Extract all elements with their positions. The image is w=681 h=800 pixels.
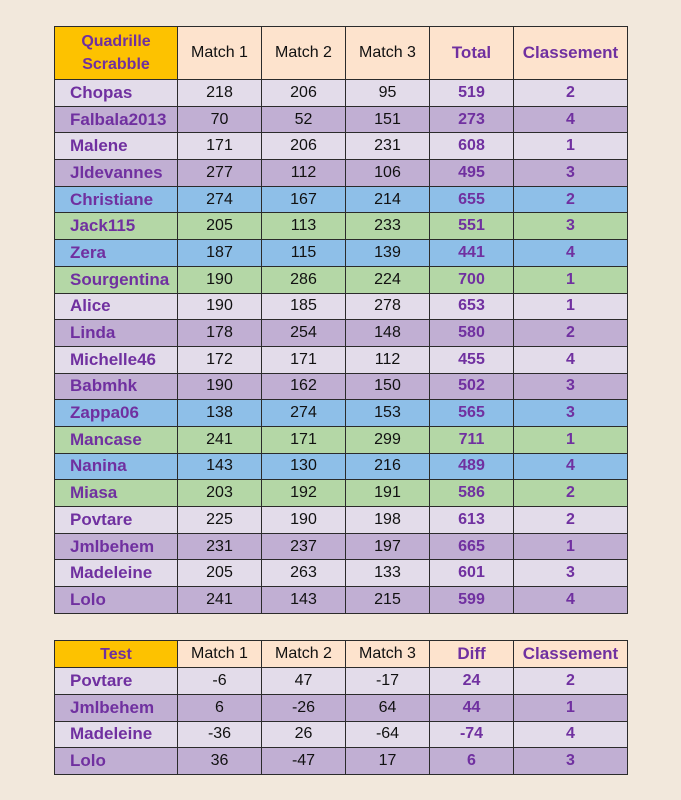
total-cell: 586: [430, 480, 514, 507]
table-row: [55, 748, 628, 775]
match1-cell: 277: [178, 160, 262, 187]
player-name-cell: Zera: [55, 240, 178, 267]
player-name-cell: Zappa06: [55, 400, 178, 427]
table-row: [55, 186, 628, 213]
col-header-classement: Classement: [514, 27, 628, 80]
rank-cell: 2: [514, 668, 628, 695]
match2-cell: 171: [262, 346, 346, 373]
match2-cell: 26: [262, 721, 346, 748]
match3-cell: 151: [346, 106, 430, 133]
match1-cell: 225: [178, 507, 262, 534]
match1-cell: 70: [178, 106, 262, 133]
match2-cell: 185: [262, 293, 346, 320]
header-row: [55, 27, 628, 80]
match1-cell: 205: [178, 213, 262, 240]
match2-cell: 115: [262, 240, 346, 267]
match1-cell: 36: [178, 748, 262, 775]
rank-cell: 3: [514, 373, 628, 400]
table-row: [55, 507, 628, 534]
match1-cell: 274: [178, 186, 262, 213]
match2-cell: 237: [262, 533, 346, 560]
match2-cell: 167: [262, 186, 346, 213]
total-cell: 441: [430, 240, 514, 267]
match2-cell: 190: [262, 507, 346, 534]
match3-cell: 150: [346, 373, 430, 400]
table-row: [55, 668, 628, 695]
match3-cell: 133: [346, 560, 430, 587]
table-row: [55, 533, 628, 560]
match1-cell: 171: [178, 133, 262, 160]
player-name-cell: Povtare: [55, 668, 178, 695]
col-header-match2: Match 2: [262, 641, 346, 668]
rank-cell: 2: [514, 80, 628, 107]
match1-cell: 172: [178, 346, 262, 373]
table-row: [55, 133, 628, 160]
table-row: [55, 213, 628, 240]
total-cell: 495: [430, 160, 514, 187]
match1-cell: 205: [178, 560, 262, 587]
rank-cell: 4: [514, 240, 628, 267]
match3-cell: 197: [346, 533, 430, 560]
match1-cell: 190: [178, 373, 262, 400]
total-cell: 24: [430, 668, 514, 695]
test-table: [54, 640, 628, 775]
player-name-cell: Chopas: [55, 80, 178, 107]
col-header-match1: Match 1: [178, 641, 262, 668]
table-row: [55, 240, 628, 267]
player-name-cell: Madeleine: [55, 721, 178, 748]
rank-cell: 4: [514, 453, 628, 480]
table-row: [55, 400, 628, 427]
player-name-cell: Michelle46: [55, 346, 178, 373]
match3-cell: 95: [346, 80, 430, 107]
match3-cell: 278: [346, 293, 430, 320]
player-name-cell: Nanina: [55, 453, 178, 480]
table-row: [55, 373, 628, 400]
player-name-cell: Lolo: [55, 748, 178, 775]
player-name-cell: Miasa: [55, 480, 178, 507]
rank-cell: 4: [514, 721, 628, 748]
rank-cell: 1: [514, 266, 628, 293]
table-row: [55, 106, 628, 133]
match3-cell: 112: [346, 346, 430, 373]
total-cell: 273: [430, 106, 514, 133]
rank-cell: 3: [514, 213, 628, 240]
total-cell: 608: [430, 133, 514, 160]
scores-table: [54, 26, 628, 614]
total-cell: 601: [430, 560, 514, 587]
rank-cell: 3: [514, 400, 628, 427]
table-row: [55, 80, 628, 107]
match3-cell: 215: [346, 587, 430, 614]
col-header-match1: Match 1: [178, 27, 262, 80]
table-title: Test: [55, 641, 178, 668]
total-cell: 489: [430, 453, 514, 480]
rank-cell: 1: [514, 694, 628, 721]
match3-cell: 191: [346, 480, 430, 507]
player-name-cell: Malene: [55, 133, 178, 160]
match3-cell: 64: [346, 694, 430, 721]
rank-cell: 3: [514, 560, 628, 587]
match2-cell: 52: [262, 106, 346, 133]
match1-cell: 241: [178, 426, 262, 453]
player-name-cell: Babmhk: [55, 373, 178, 400]
table-row: [55, 694, 628, 721]
match1-cell: 203: [178, 480, 262, 507]
match3-cell: -17: [346, 668, 430, 695]
match2-cell: 206: [262, 80, 346, 107]
table-row: [55, 320, 628, 347]
rank-cell: 1: [514, 133, 628, 160]
col-header-match2: Match 2: [262, 27, 346, 80]
match1-cell: 190: [178, 266, 262, 293]
table-row: [55, 587, 628, 614]
total-cell: 653: [430, 293, 514, 320]
player-name-cell: Lolo: [55, 587, 178, 614]
match2-cell: 171: [262, 426, 346, 453]
player-name-cell: Madeleine: [55, 560, 178, 587]
match1-cell: 187: [178, 240, 262, 267]
total-cell: 6: [430, 748, 514, 775]
match3-cell: 153: [346, 400, 430, 427]
rank-cell: 4: [514, 346, 628, 373]
table-row: [55, 480, 628, 507]
match3-cell: 198: [346, 507, 430, 534]
rank-cell: 1: [514, 293, 628, 320]
total-cell: 502: [430, 373, 514, 400]
player-name-cell: Linda: [55, 320, 178, 347]
match1-cell: 218: [178, 80, 262, 107]
match3-cell: 148: [346, 320, 430, 347]
match1-cell: -36: [178, 721, 262, 748]
total-cell: 551: [430, 213, 514, 240]
rank-cell: 2: [514, 507, 628, 534]
match2-cell: -26: [262, 694, 346, 721]
match1-cell: 241: [178, 587, 262, 614]
table-row: [55, 721, 628, 748]
player-name-cell: Jmlbehem: [55, 694, 178, 721]
player-name-cell: Jmlbehem: [55, 533, 178, 560]
match1-cell: 178: [178, 320, 262, 347]
total-cell: 700: [430, 266, 514, 293]
rank-cell: 2: [514, 320, 628, 347]
total-cell: -74: [430, 721, 514, 748]
player-name-cell: Sourgentina: [55, 266, 178, 293]
rank-cell: 1: [514, 533, 628, 560]
match2-cell: 274: [262, 400, 346, 427]
total-cell: 613: [430, 507, 514, 534]
rank-cell: 2: [514, 186, 628, 213]
table-row: [55, 346, 628, 373]
table-title: Quadrille Scrabble: [55, 27, 178, 80]
col-header-match3: Match 3: [346, 641, 430, 668]
scores-body: [55, 80, 628, 614]
total-cell: 580: [430, 320, 514, 347]
table-row: [55, 266, 628, 293]
match2-cell: 47: [262, 668, 346, 695]
match3-cell: 216: [346, 453, 430, 480]
total-cell: 711: [430, 426, 514, 453]
test-body: [55, 668, 628, 775]
match1-cell: 190: [178, 293, 262, 320]
total-cell: 565: [430, 400, 514, 427]
total-cell: 455: [430, 346, 514, 373]
match2-cell: 263: [262, 560, 346, 587]
match2-cell: 254: [262, 320, 346, 347]
match3-cell: 214: [346, 186, 430, 213]
rank-cell: 4: [514, 106, 628, 133]
match3-cell: 233: [346, 213, 430, 240]
match2-cell: 130: [262, 453, 346, 480]
match1-cell: 6: [178, 694, 262, 721]
player-name-cell: Falbala2013: [55, 106, 178, 133]
table-row: [55, 293, 628, 320]
table-row: [55, 560, 628, 587]
player-name-cell: Mancase: [55, 426, 178, 453]
header-row: [55, 641, 628, 668]
player-name-cell: Jldevannes: [55, 160, 178, 187]
total-cell: 655: [430, 186, 514, 213]
col-header-total: Total: [430, 27, 514, 80]
match3-cell: 139: [346, 240, 430, 267]
match3-cell: 224: [346, 266, 430, 293]
player-name-cell: Christiane: [55, 186, 178, 213]
match1-cell: -6: [178, 668, 262, 695]
rank-cell: 4: [514, 587, 628, 614]
match3-cell: -64: [346, 721, 430, 748]
player-name-cell: Povtare: [55, 507, 178, 534]
rank-cell: 2: [514, 480, 628, 507]
match2-cell: 192: [262, 480, 346, 507]
table-row: [55, 453, 628, 480]
rank-cell: 3: [514, 748, 628, 775]
player-name-cell: Jack115: [55, 213, 178, 240]
total-cell: 44: [430, 694, 514, 721]
match2-cell: 113: [262, 213, 346, 240]
match2-cell: 162: [262, 373, 346, 400]
player-name-cell: Alice: [55, 293, 178, 320]
match1-cell: 138: [178, 400, 262, 427]
match2-cell: -47: [262, 748, 346, 775]
match1-cell: 143: [178, 453, 262, 480]
match1-cell: 231: [178, 533, 262, 560]
table-row: [55, 426, 628, 453]
table-row: [55, 160, 628, 187]
match2-cell: 112: [262, 160, 346, 187]
col-header-match3: Match 3: [346, 27, 430, 80]
match2-cell: 206: [262, 133, 346, 160]
rank-cell: 3: [514, 160, 628, 187]
total-cell: 519: [430, 80, 514, 107]
total-cell: 665: [430, 533, 514, 560]
match3-cell: 106: [346, 160, 430, 187]
col-header-classement: Classement: [514, 641, 628, 668]
match2-cell: 143: [262, 587, 346, 614]
match2-cell: 286: [262, 266, 346, 293]
match3-cell: 299: [346, 426, 430, 453]
total-cell: 599: [430, 587, 514, 614]
rank-cell: 1: [514, 426, 628, 453]
col-header-diff: Diff: [430, 641, 514, 668]
match3-cell: 231: [346, 133, 430, 160]
match3-cell: 17: [346, 748, 430, 775]
